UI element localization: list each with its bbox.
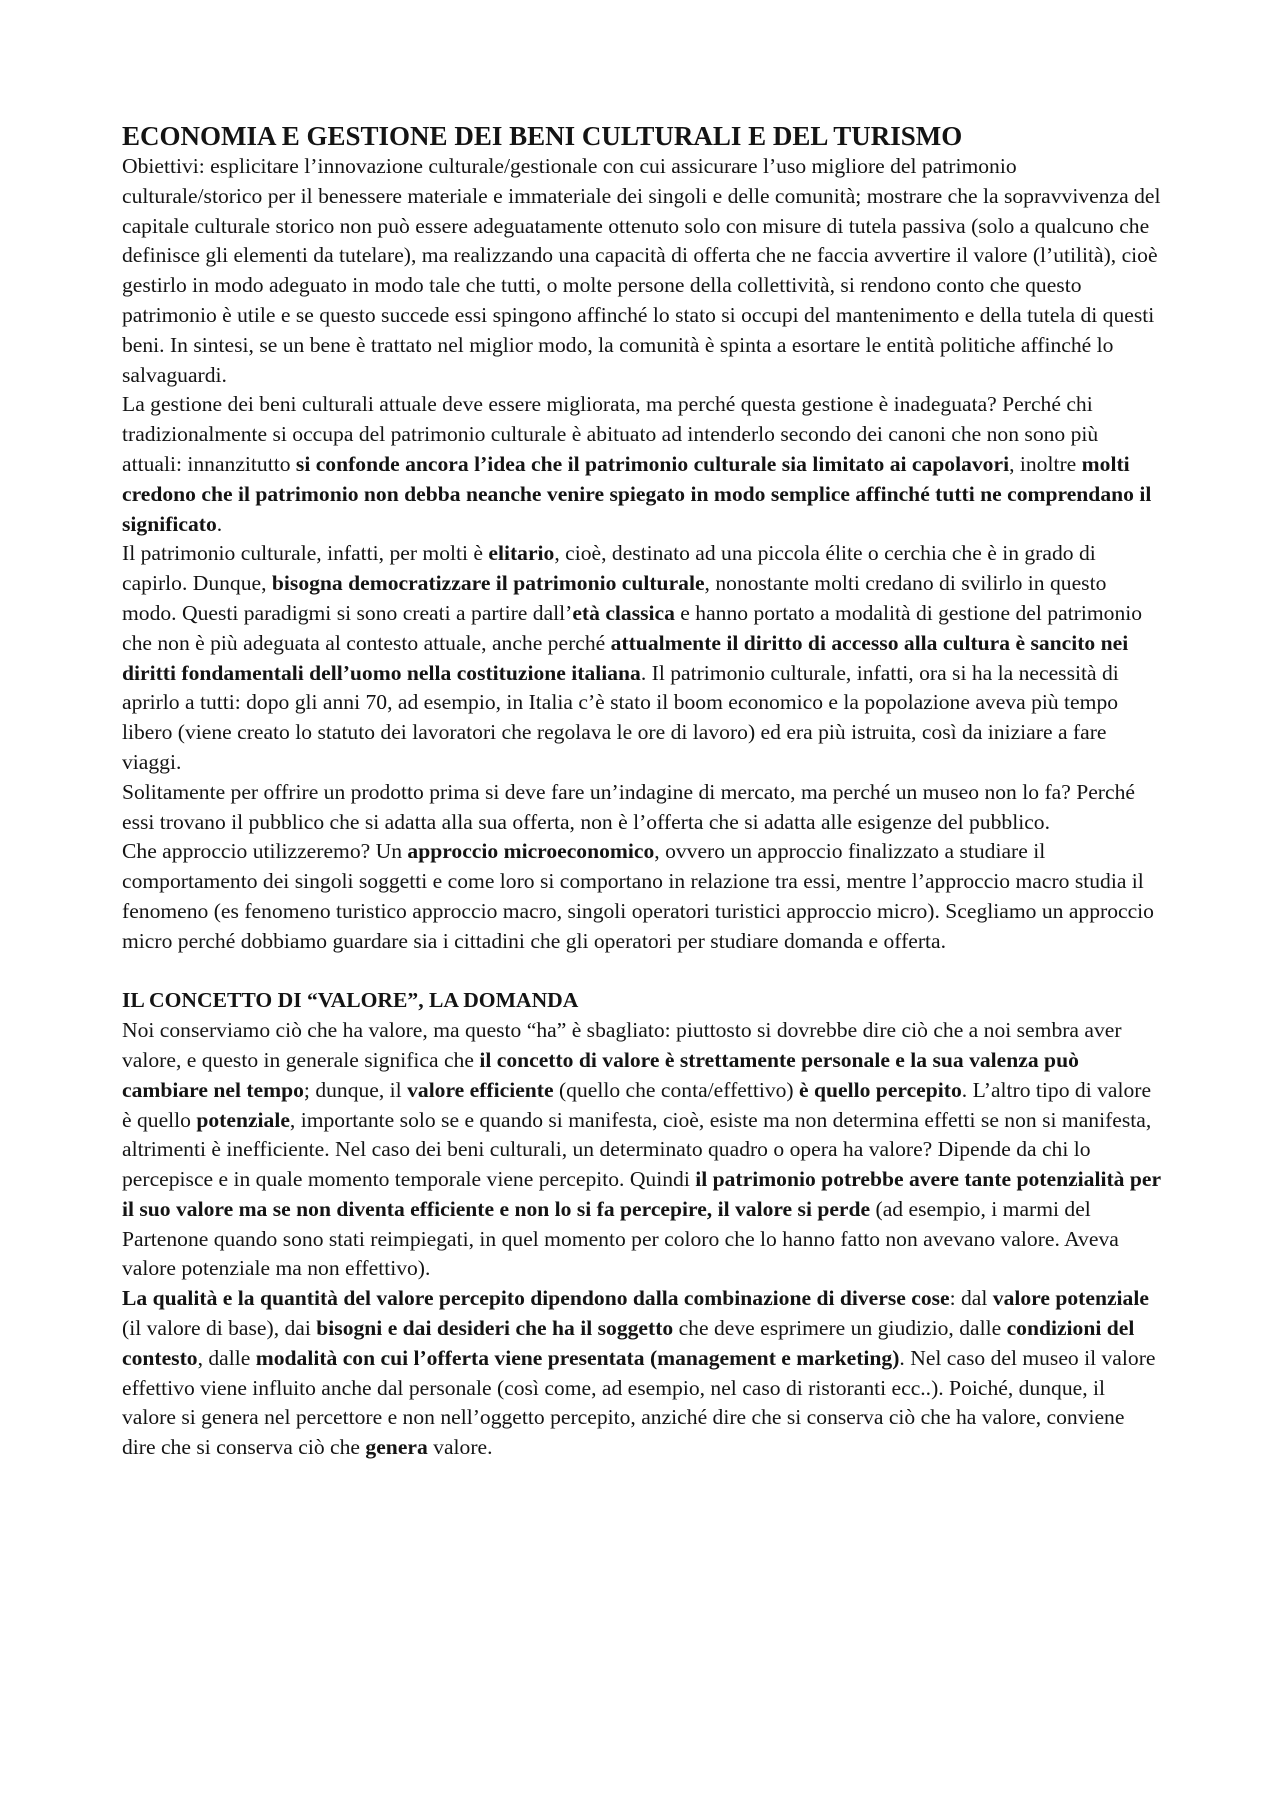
bold-text: il patrimonio potrebbe avere tante potenzialità per il suo valore ma se non diventa efficiente e non lo si fa percepire, il valore si perde bbox=[122, 1167, 1161, 1221]
bold-text: valore potenziale bbox=[992, 1286, 1149, 1311]
text-run: La gestione dei beni culturali attuale deve essere migliorata, ma perché questa gestione è inadeguata? Perché chi tradizionalmente si occupa del patrimonio culturale è abituato ad intenderlo secondo dei canoni che non sono più attuali: innanzitutto bbox=[122, 392, 1099, 476]
paragraph bbox=[122, 390, 1162, 539]
text-run: (ad esempio, i marmi del Partenone quando sono stati reimpiegati, in quel momento per coloro che lo hanno fatto non avevano valore. Aveva valore potenziale ma non effettivo). bbox=[122, 1196, 1119, 1281]
text-run: . Nel caso del museo il valore effettivo viene influito anche dal personale (così come, ad esempio, nel caso di ristoranti ecc..). Poiché, dunque, il valore si genera nel percettore e non nell’oggetto percepito, anziché dire che si conserva ciò che ha valore, conviene dire che si conserva ciò che bbox=[122, 1345, 1156, 1460]
text-run: , importante solo se e quando si manifesta, cioè, esiste ma non determina effetti se non si manifesta, altrimenti è inefficiente. Nel caso dei beni culturali, un determinato quadro o opera ha valore? Dipende da chi lo percepisce e in quale momento temporale viene percepito. Quindi bbox=[122, 1107, 1152, 1192]
bold-text: si confonde ancora l’idea che il patrimonio culturale sia limitato ai capolavori bbox=[295, 451, 1010, 476]
bold-text: modalità con cui l’offerta viene presentata (management e marketing) bbox=[255, 1345, 900, 1370]
bold-text: genera bbox=[365, 1435, 428, 1460]
text-run: , dalle bbox=[197, 1345, 256, 1370]
text-run: Il patrimonio culturale, infatti, per molti è bbox=[122, 541, 489, 566]
text-run: valore. bbox=[427, 1435, 493, 1460]
bold-text: elitario bbox=[488, 541, 555, 566]
text-run: , ovvero un approccio finalizzato a studiare il comportamento dei singoli soggetti e come loro si comportano in relazione tra essi, mentre l’approccio macro studia il fenomeno (es fenomeno turistico approccio macro, singoli operatori turistici approccio micro). Scegliamo un approccio micro perché dobbiamo guardare sia i cittadini che gli operatori per studiare domanda e offerta. bbox=[122, 839, 1154, 953]
text-run: Noi conserviamo ciò che ha valore, ma questo “ha” è sbagliato: piuttosto si dovrebbe dire ciò che a noi sembra aver valore, e questo in generale significa che bbox=[122, 1018, 1122, 1072]
bold-text: bisogna democratizzare il patrimonio culturale bbox=[271, 571, 705, 596]
paragraph bbox=[122, 152, 1162, 390]
text-run: , inoltre bbox=[1009, 451, 1082, 476]
text-run: che deve esprimere un giudizio, dalle bbox=[673, 1316, 1007, 1341]
bold-text: età classica bbox=[572, 600, 675, 625]
paragraph bbox=[122, 1284, 1162, 1463]
bold-text: potenziale bbox=[196, 1107, 290, 1132]
bold-text: condizioni del contesto bbox=[122, 1316, 1135, 1370]
text-run: , cioè, destinato ad una piccola élite o cerchia che è in grado di capirlo. Dunque, bbox=[122, 541, 1096, 596]
text-run: Obiettivi: esplicitare l’innovazione culturale/gestionale con cui assicurare l’uso migliore del patrimonio culturale/storico per il benessere materiale e immateriale dei singoli e delle comunità; mostrare che la sopravvivenza del capitale culturale storico non può essere adeguatamente ottenuto solo con misure di tutela passiva (solo a qualcuno che definisce gli elementi da tutelare), ma realizzando una capacità di offerta che ne faccia avvertire il valore (l’utilità), cioè gestirlo in modo adeguato in modo tale che tutti, o molte persone della collettività, si rendono conto che questo patrimonio è utile e se questo succede essi spingono affinché lo stato si occupi del mantenimento e della tutela di questi beni. In sintesi, se un bene è trattato nel miglior modo, la comunità è spinta a esortare le entità politiche affinché lo salvaguardi. bbox=[122, 154, 1161, 387]
bold-text: La qualità e la quantità del valore percepito dipendono dalla combinazione di diverse cose bbox=[122, 1286, 950, 1311]
text-run: (il valore di base), dai bbox=[122, 1316, 317, 1341]
bold-text: attualmente il diritto di accesso alla cultura è sancito nei diritti fondamentali dell’uomo nella costituzione italiana bbox=[122, 630, 1129, 685]
text-run: . Il patrimonio culturale, infatti, ora si ha la necessità di aprirlo a tutti: dopo gli anni 70, ad esempio, in Italia c’è stato il boom economico e la popolazione aveva più tempo libero (viene creato lo statuto dei lavoratori che regolava le ore di lavoro) ed era più istruita, così da iniziare a fare viaggi. bbox=[122, 660, 1119, 774]
text-run: e hanno portato a modalità di gestione del patrimonio che non è più adeguata al contesto attuale, anche perché bbox=[122, 600, 1143, 655]
document-title: ECONOMIA E GESTIONE DEI BENI CULTURALI E DEL TURISMO bbox=[122, 121, 963, 151]
section-heading: IL CONCETTO DI “VALORE”, LA DOMANDA bbox=[122, 988, 579, 1013]
text-run: , nonostante molti credano di svilirlo in questo modo. Questi paradigmi si sono creati a partire dall’ bbox=[122, 571, 1107, 625]
text-run: (quello che conta/effettivo) bbox=[553, 1077, 800, 1102]
paragraph bbox=[122, 837, 1162, 956]
bold-text: è quello percepito bbox=[799, 1077, 962, 1102]
paragraph bbox=[122, 539, 1162, 777]
bold-text: valore efficiente bbox=[407, 1077, 554, 1102]
bold-text: molti credono che il patrimonio non debba neanche venire spiegato in modo semplice affinché tutti ne comprendano il significato bbox=[122, 451, 1152, 536]
document-page bbox=[122, 120, 1162, 1463]
text-run: : dal bbox=[949, 1286, 993, 1311]
text-run: ; dunque, il bbox=[303, 1077, 408, 1102]
text-run: . bbox=[216, 511, 223, 536]
paragraph bbox=[122, 1016, 1162, 1284]
bold-text: bisogni e dai desideri che ha il soggetto bbox=[316, 1316, 674, 1341]
paragraph bbox=[122, 778, 1162, 838]
text-run: Solitamente per offrire un prodotto prima si deve fare un’indagine di mercato, ma perché un museo non lo fa? Perché essi trovano il pubblico che si adatta alla sua offerta, non è l’offerta che si adatta alle esigenze del pubblico. bbox=[122, 779, 1135, 834]
valore-section bbox=[122, 1016, 1162, 1463]
intro-section bbox=[122, 152, 1162, 957]
text-run: Che approccio utilizzeremo? Un bbox=[122, 839, 408, 864]
bold-text: approccio microeconomico bbox=[407, 839, 655, 864]
text-run: . L’altro tipo di valore è quello bbox=[122, 1077, 1152, 1132]
bold-text: il concetto di valore è strettamente personale e la sua valenza può cambiare nel tempo bbox=[122, 1047, 1079, 1102]
